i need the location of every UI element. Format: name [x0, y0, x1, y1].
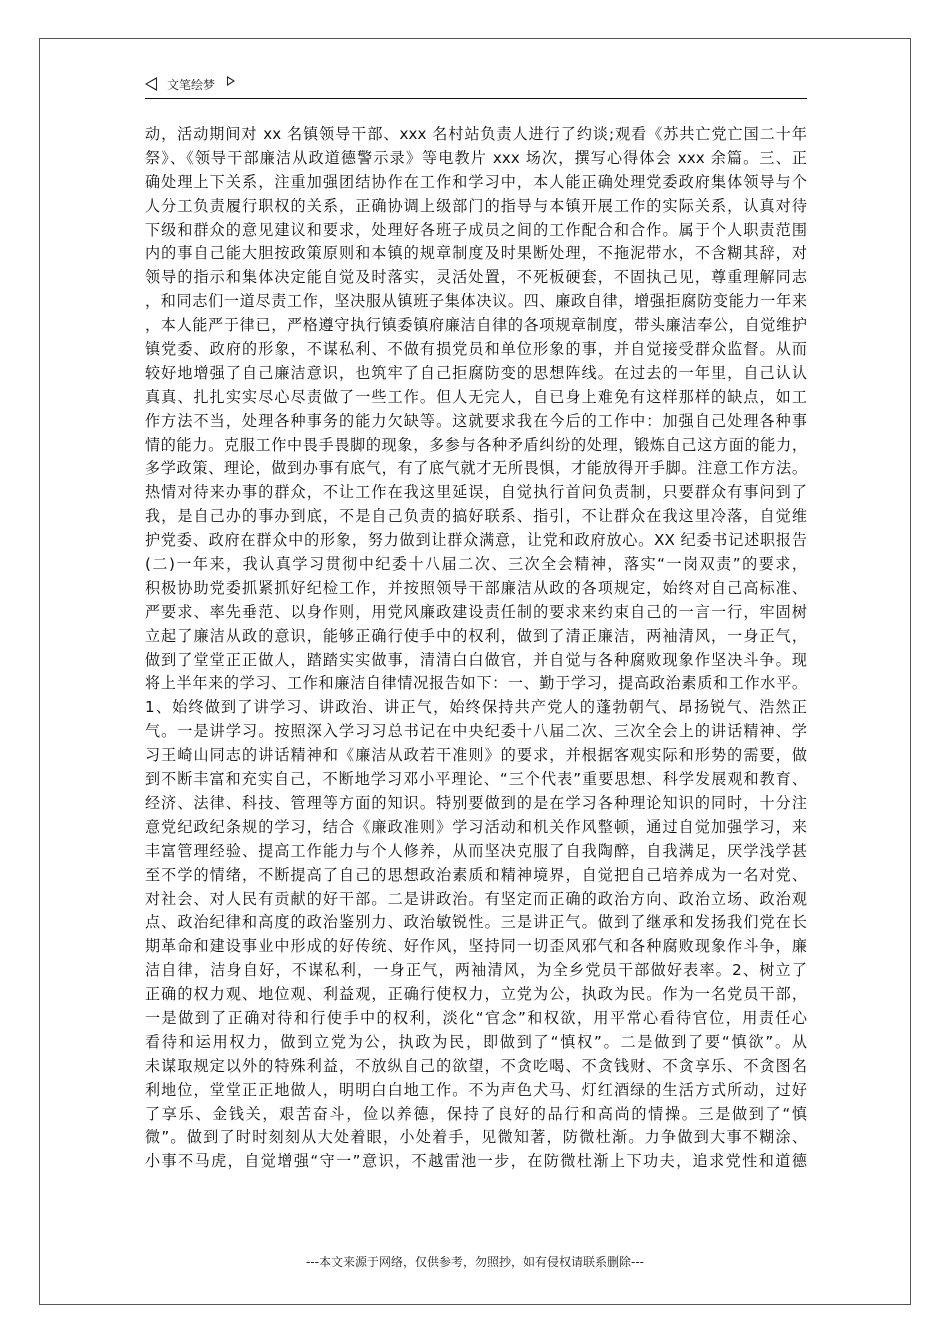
body-line: 严要求、率先垂范、以身作则，用党风廉政建设责任制的要求来约束自己的一言一行，牢固树 — [145, 602, 807, 621]
body-line: 热情对待来办事的群众，不让工作在我这里延误，自觉执行首问负责制，只要群众有事问到了 — [145, 483, 807, 502]
body-line: 较好地增强了自己廉洁意识，也筑牢了自己拒腐防变的思想阵线。在过去的一年里，自己认认 — [145, 363, 807, 382]
header-rule — [145, 98, 807, 99]
body-line: 做到了堂堂正正做人，踏踏实实做事，清清白白做官，并自觉与各种腐败现象作坚决斗争。现 — [145, 650, 807, 669]
document-body — [145, 123, 807, 1174]
body-line: 至不学的情绪，不断提高了自己的思想政治素质和精神境界，自觉把自己培养成为一名对党、 — [145, 865, 807, 884]
body-line: 了享乐、金钱关，艰苦奋斗，俭以养德，保持了良好的品行和高尚的情操。三是做到了“慎 — [145, 1104, 807, 1123]
body-line: (二)一年来，我认真学习贯彻中纪委十八届二次、三次全会精神，落实“一岗双责”的要求， — [145, 555, 807, 574]
body-line: 多学政策、理论，做到办事有底气，有了底气就才无所畏惧，才能放得开手脚。注意工作方法。 — [145, 459, 807, 478]
body-line: 1、始终做到了讲学习、讲政治、讲正气，始终保持共产党人的蓬勃朝气、昂扬锐气、浩然正 — [145, 698, 807, 717]
body-line: 看待和运用权力，做到立党为公，执政为民，即做到了“慎权”。二是做到了要“慎欲”。从 — [145, 1032, 807, 1051]
body-line: 丰富管理经验、提高工作能力与个人修养，从而坚决克服了自我陶醉，自我满足，厌学浅学甚 — [145, 841, 807, 860]
body-line: 气。一是讲学习。按照深入学习习总书记在中央纪委十八届二次、三次全会上的讲话精神、学 — [145, 722, 807, 741]
body-line: 镇党委、政府的形象，不谋私利、不做有损党员和单位形象的事，并自觉接受群众监督。从而 — [145, 340, 807, 359]
body-line: 下级和群众的意见建议和要求，处理好各班子成员之间的工作配合和合作。属于个人职责范围 — [145, 220, 807, 239]
body-line: 未谋取规定以外的特殊利益，不放纵自己的欲望，不贪吃喝、不贪钱财、不贪享乐、不贪图名 — [145, 1056, 807, 1075]
body-line: 小事不马虎，自觉增强“守一”意识，不越雷池一步，在防微杜渐上下功夫，追求党性和道德 — [145, 1152, 807, 1171]
body-line: 一是做到了正确对待和行使手中的权利，淡化“官念”和权欲，用平常心看待官位，用责任心 — [145, 1008, 807, 1027]
body-line: 情的能力。克服工作中畏手畏脚的现象，多参与各种矛盾纠纷的处理，锻炼自己这方面的能力， — [145, 435, 807, 454]
body-line: 内的事自己能大胆按政策原则和本镇的规章制度及时果断处理，不拖泥带水，不含糊其辞，对 — [145, 244, 807, 263]
body-line: 领导的指示和集体决定能自觉及时落实，灵活处置，不死板硬套，不固执己见，尊重理解同志 — [145, 268, 807, 287]
body-line: 点、政治纪律和高度的政治鉴别力、政治敏锐性。三是讲正气。做到了继承和发扬我们党在长 — [145, 913, 807, 932]
header-title: 文笔绘梦 — [167, 77, 216, 92]
body-line: ，和同志们一道尽责工作，坚决服从镇班子集体决议。四、廉政自律，增强拒腐防变能力一年来 — [145, 292, 807, 311]
body-line: 真真、扎扎实实尽心尽责做了一些工作。但人无完人，自已身上难免有这样那样的缺点，如工 — [145, 387, 807, 406]
body-line: 作方法不当，处理各种事务的能力欠缺等。这就要求我在今后的工作中：加强自己处理各种事 — [145, 411, 807, 430]
body-line: 立起了廉洁从政的意识，能够正确行使手中的权利，做到了清正廉洁，两袖清风，一身正气， — [145, 626, 807, 645]
body-line: 利地位，堂堂正正地做人，明明白白地工作。不为声色犬马、灯红酒绿的生活方式所动，过好 — [145, 1080, 807, 1099]
body-line: ，本人能严于律已，严格遵守执行镇委镇府廉洁自律的各项规章制度，带头廉洁奉公，自觉维护 — [145, 316, 807, 335]
body-line: 积极协助党委抓紧抓好纪检工作，并按照领导干部廉洁从政的各项规定，始终对自己高标准、 — [145, 578, 807, 597]
body-line: 对社会、对人民有贡献的好干部。二是讲政治。有坚定而正确的政治方向、政治立场、政治观 — [145, 889, 807, 908]
body-line: 经济、法律、科技、管理等方面的知识。特别要做到的是在学习各种理论知识的同时，十分注 — [145, 793, 807, 812]
body-line: 微”。做到了时时刻刻从大处着眼，小处着手，见微知著，防微杜渐。力争做到大事不糊涂、 — [145, 1128, 807, 1147]
body-line: 洁自律，洁身自好，不谋私利，一身正气，两袖清风，为全乡党员干部做好表率。2、树立了 — [145, 961, 807, 980]
body-line: 人分工负责履行职权的关系，正确协调上级部门的指导与本镇开展工作的实际关系，认真对待 — [145, 196, 807, 215]
body-line: 正确的权力观、地位观、利益观，正确行使权力，立党为公，执政为民。作为一名党员干部， — [145, 985, 807, 1004]
body-line: 到不断丰富和充实自己，不断地学习邓小平理论、“三个代表”重要思想、科学发展观和教育、 — [145, 770, 807, 789]
body-line: 动，活动期间对 xx 名镇领导干部、xxx 名村站负责人进行了约谈;观看《苏共亡党亡国二十年 — [145, 125, 807, 143]
body-line: 将上半年来的学习、工作和廉洁自律情况报告如下：一、勤于学习，提高政治素质和工作水平。 — [145, 674, 807, 693]
body-line: 护党委、政府在群众中的形象，努力做到让群众满意，让党和政府放心。XX 纪委书记述职报告 — [145, 531, 807, 550]
page-footer: ---本文来源于网络，仅供参考，勿照抄，如有侵权请联系删除--- — [306, 1255, 644, 1269]
body-line: 期革命和建设事业中形成的好传统、好作风，坚持同一切歪风邪气和各种腐败现象作斗争，廉 — [145, 937, 807, 956]
body-line: 意党纪政纪条规的学习，结合《廉政准则》学习活动和机关作风整顿，通过自觉加强学习，来 — [145, 817, 807, 836]
page-header — [145, 72, 807, 96]
triangle-left-icon — [145, 77, 157, 91]
body-line: 我，是自己办的事办到底，不是自己负责的搞好联系、指引，不让群众在我这里冷落，自觉维 — [145, 507, 807, 526]
triangle-right-icon — [227, 76, 235, 86]
body-line: 习王崎山同志的讲话精神和《廉洁从政若干准则》的要求，并根据客观实际和形势的需要，做 — [145, 746, 807, 765]
body-line: 确处理上下关系，注重加强团结协作在工作和学习中，本人能正确处理党委政府集体领导与个 — [145, 172, 807, 191]
body-line: 祭》、《领导干部廉洁从政道德警示录》等电教片 xxx 场次，撰写心得体会 xxx 余篇。三、正 — [145, 148, 807, 167]
